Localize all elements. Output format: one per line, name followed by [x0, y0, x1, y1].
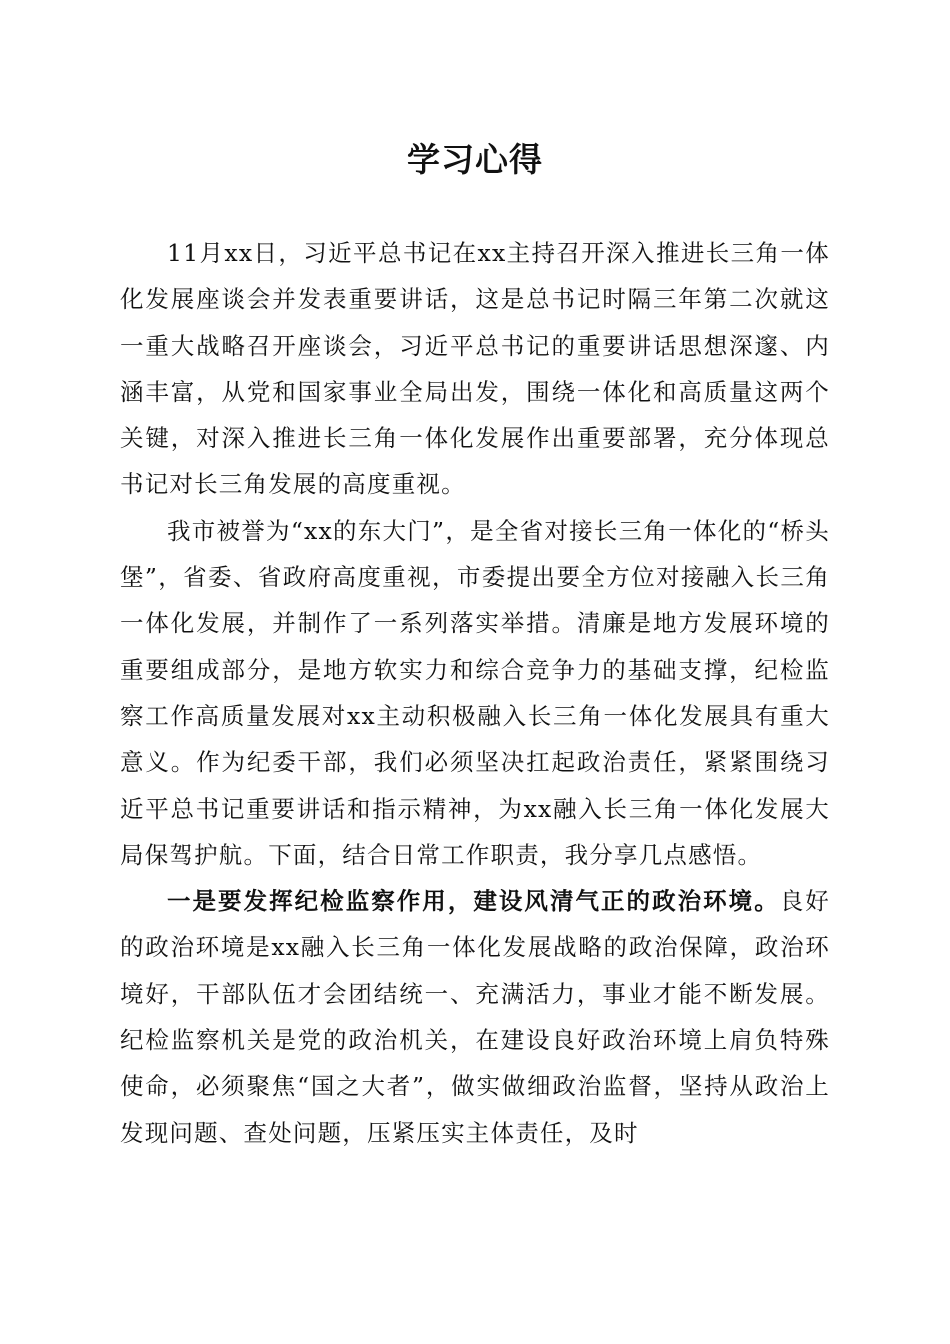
page-title: 学习心得 — [407, 140, 543, 179]
paragraph-1 — [120, 230, 830, 508]
paragraph-2 — [120, 508, 830, 878]
document-body — [120, 230, 830, 1156]
paragraph-3-lead: 一是要发挥纪检监察作用，建设风清气正的政治环境。 — [167, 887, 780, 916]
paragraph-3-text: 良好的政治环境是xx融入长三角一体化发展战略的政治保障，政治环境好，干部队伍才会团结统一、充满活力，事业才能不断发展。纪检监察机关是党的政治机关，在建设良好政治环境上肩负特殊使命，必须聚焦“国之大者”，做实做细政治监督，坚持从政治上发现问题、查处问题，压紧压实主体责任，及时 — [120, 887, 830, 1147]
paragraph-3 — [120, 878, 830, 1156]
paragraph-1-text: 11月xx日，习近平总书记在xx主持召开深入推进长三角一体化发展座谈会并发表重要讲话，这是总书记时隔三年第二次就这一重大战略召开座谈会，习近平总书记的重要讲话思想深邃、内涵丰富，从党和国家事业全局出发，围绕一体化和高质量这两个关键，对深入推进长三角一体化发展作出重要部署，充分体现总书记对长三角发展的高度重视。 — [120, 239, 830, 499]
paragraph-2-text: 我市被誉为“xx的东大门”，是全省对接长三角一体化的“桥头堡”，省委、省政府高度重视，市委提出要全方位对接融入长三角一体化发展，并制作了一系列落实举措。清廉是地方发展环境的重要组成部分，是地方软实力和综合竞争力的基础支撑，纪检监察工作高质量发展对xx主动积极融入长三角一体化发展具有重大意义。作为纪委干部，我们必须坚决扛起政治责任，紧紧围绕习近平总书记重要讲话和指示精神，为xx融入长三角一体化发展大局保驾护航。下面，结合日常工作职责，我分享几点感悟。 — [120, 516, 830, 869]
